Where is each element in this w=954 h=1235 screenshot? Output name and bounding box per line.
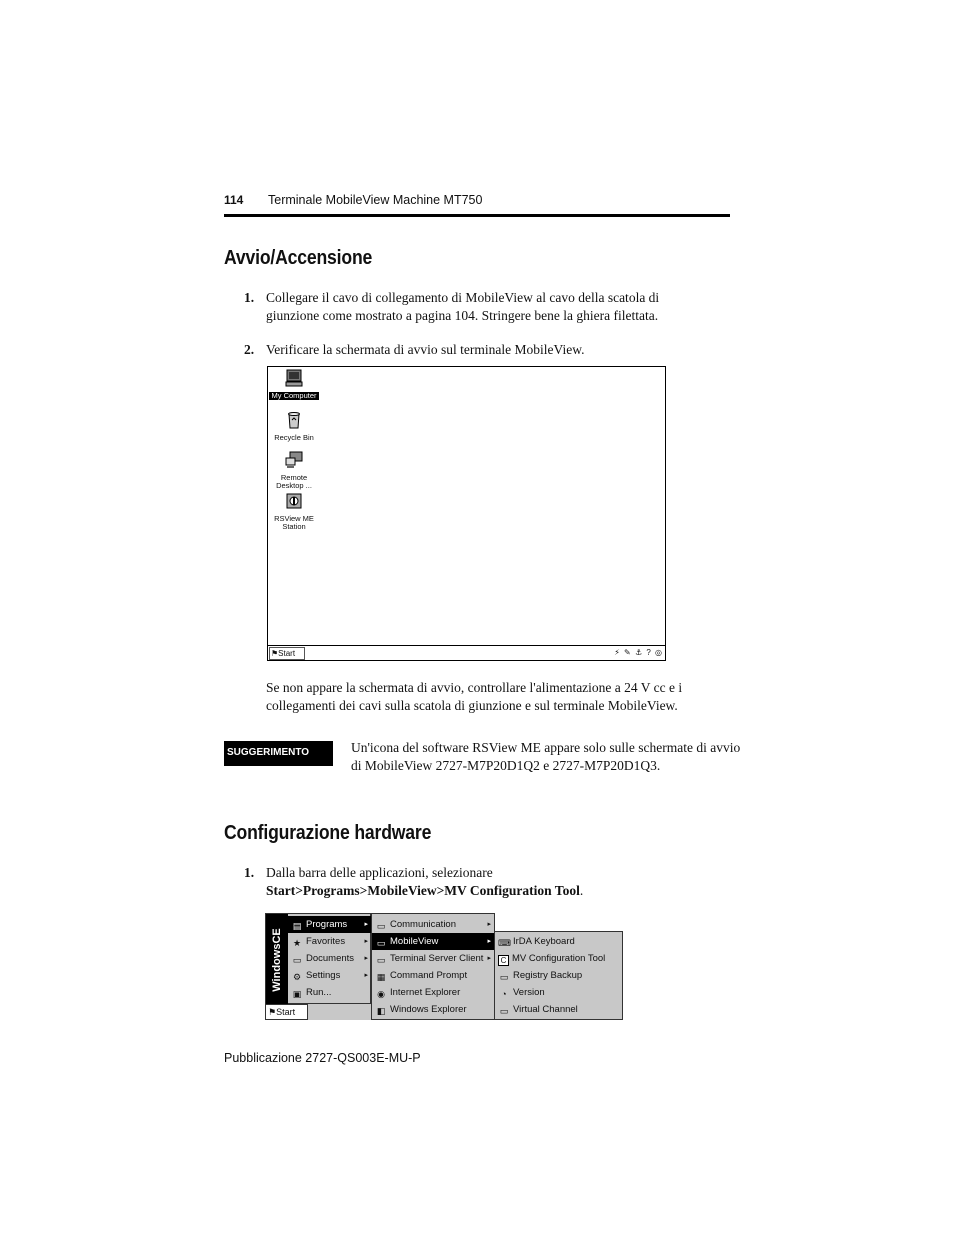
registry-icon: ▭ [499,972,509,982]
menu-item-mv-configuration-tool[interactable] [495,950,622,967]
menu-item-label: Settings [306,970,341,981]
favorites-icon: ★ [292,938,302,948]
desktop-icon-label: RSView ME Station [274,513,314,531]
menu-item-label: Registry Backup [513,970,583,981]
step-suffix: . [579,882,584,898]
menu-item-registry-backup[interactable] [495,967,622,984]
taskbar [268,645,665,660]
submenu-arrow-icon: ▸ [364,972,368,979]
menu-item-label: Command Prompt [390,970,468,981]
windows-ce-banner [266,914,288,1005]
tip-label: SUGGERIMENTO [224,741,333,766]
system-tray[interactable]: ⚡ ✎ ⚓ ? ◎ [614,648,663,657]
submenu-arrow-icon: ▸ [364,938,368,945]
menu-item-label: Windows Explorer [390,1004,467,1015]
menu-item-run[interactable] [288,984,371,1001]
step-text: Verificare la schermata di avvio sul terminale MobileView. [266,342,585,357]
desktop-screenshot [267,366,666,661]
start-flag-icon: ⚑ [271,649,279,658]
page-number: 114 [224,193,244,207]
desktop-icon-label: My Computer [271,390,317,400]
desktop-icon-remote-desktop[interactable] [268,451,320,491]
menu-item-irda-keyboard[interactable] [495,933,622,950]
folder-icon: ▭ [376,955,386,965]
run-icon: ▣ [292,989,302,999]
step-text: Collegare il cavo di collegamento di MobileView al cavo della scatola di giunzione come mostrato a pagina 104. Stringere bene la ghiera filettata. [266,290,660,323]
step-text [266,864,714,899]
step-number: 1. [244,865,255,880]
menu-item-favorites[interactable] [288,933,371,950]
desktop-icon-rsview[interactable] [268,492,320,532]
windows-explorer-icon: ◧ [376,1006,386,1016]
submenu-arrow-icon: ▸ [487,955,491,962]
menu-item-label: MobileView [390,936,439,947]
menu-item-virtual-channel[interactable] [495,1001,622,1018]
recycle-bin-icon [284,411,304,429]
menu-path: Start>Programs>MobileView>MV Configuration Tool [266,882,580,898]
computer-icon [284,369,304,387]
start-button-label: Start [278,649,296,658]
step-intro: Dalla barra delle applicazioni, selezionare [266,865,493,880]
version-icon: ◔ [501,989,507,999]
start-menu-screenshot [265,913,623,1021]
menu-item-programs[interactable] [288,916,371,933]
menu-item-label: MV Configuration Tool [512,953,606,964]
start-menu-panel [265,913,371,1004]
submenu-arrow-icon: ▸ [487,921,491,928]
menu-item-command-prompt[interactable] [372,967,494,984]
menu-item-label: IrDA Keyboard [513,936,575,947]
troubleshoot-paragraph: Se non appare la schermata di avvio, controllare l'alimentazione a 24 V cc e i collegamenti dei cavi sulla scatola di giunzione e sul terminale MobileView. [266,680,683,713]
config-tool-icon: C [498,955,509,966]
desktop-icon-label: Remote Desktop ... [276,472,312,490]
command-prompt-icon: ▦ [376,972,386,982]
step-number: 2. [244,342,255,357]
publication-footer: Pubblicazione 2727-QS003E-MU-P [224,1051,421,1065]
menu-item-label: Version [513,987,545,998]
settings-icon: ⚙ [292,972,302,982]
menu-item-label: Virtual Channel [513,1004,578,1015]
menu-item-settings[interactable] [288,967,371,984]
start-button[interactable] [269,647,305,660]
desktop-icon-label: Recycle Bin [274,432,314,442]
menu-item-communication[interactable] [372,916,494,933]
step-number: 1. [244,290,255,305]
remote-desktop-icon [284,451,304,469]
menu-item-label: Programs [306,919,348,930]
section-heading-hardware-config: Configurazione hardware [224,822,432,844]
mobileview-submenu [494,931,623,1020]
taskbar [308,1004,371,1020]
menu-item-internet-explorer[interactable] [372,984,494,1001]
virtual-channel-icon: ▭ [499,1006,509,1016]
menu-item-documents[interactable] [288,950,371,967]
menu-item-label: Run... [306,987,332,998]
menu-item-label: Internet Explorer [390,987,461,998]
menu-item-mobileview[interactable] [372,933,494,950]
start-flag-icon: ⚑ [268,1007,277,1017]
internet-explorer-icon: ◉ [377,989,385,999]
folder-icon: ▭ [376,921,386,931]
irda-icon: ⌨ [498,938,511,948]
start-button-label: Start [276,1007,296,1017]
desktop-icon-recycle-bin[interactable] [268,411,320,442]
rsview-icon [284,492,304,510]
documents-icon: ▭ [292,955,302,965]
banner-text: WindowsCE [271,927,283,992]
section-heading-startup: Avvio/Accensione [224,247,373,269]
running-title: Terminale MobileView Machine MT750 [268,193,483,207]
header-rule [224,214,730,217]
menu-item-label: Communication [390,919,456,930]
menu-item-label: Documents [306,953,355,964]
submenu-arrow-icon: ▸ [487,938,491,945]
desktop-icon-my-computer[interactable] [268,369,320,400]
tip-text: Un'icona del software RSView ME appare solo sulle schermate di avvio di MobileView 2727-M7P20D1Q2 e 2727-M7P20D1Q3. [351,740,741,773]
programs-icon: ▤ [292,921,302,931]
menu-item-label: Favorites [306,936,346,947]
menu-item-version[interactable] [495,984,622,1001]
menu-item-windows-explorer[interactable] [372,1001,494,1018]
menu-item-terminal-server-client[interactable] [372,950,494,967]
submenu-arrow-icon: ▸ [364,955,368,962]
start-button[interactable] [265,1004,308,1020]
menu-item-label: Terminal Server Client [390,953,484,964]
programs-submenu [371,913,495,1020]
submenu-arrow-icon: ▸ [364,921,368,928]
folder-icon: ▭ [376,938,386,948]
